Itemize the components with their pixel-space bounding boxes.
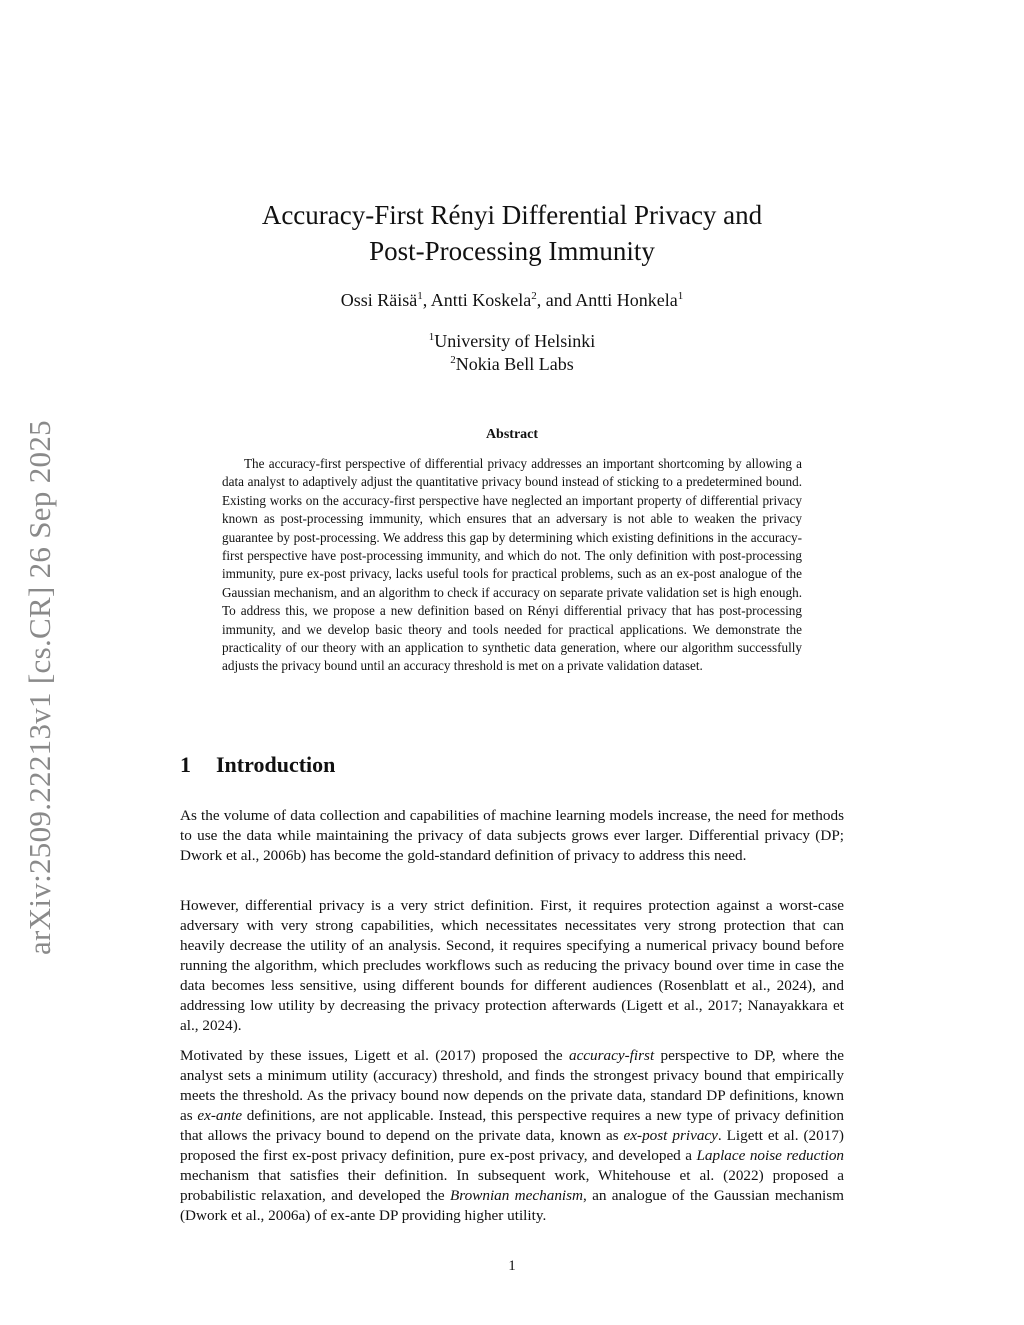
text-run: mechanism that satisfies their definition. In subsequent work, Whitehouse et al. (2022) proposed a probabilistic relaxation, and developed the (180, 1167, 844, 1204)
emphasis: ex-ante (197, 1107, 243, 1124)
author-list (0, 290, 1024, 311)
title-line-2: Post-Processing Immunity (369, 236, 655, 266)
emphasis: Laplace noise reduction (696, 1147, 845, 1164)
affiliation-list (0, 330, 1024, 376)
intro-paragraph-1: As the volume of data collection and capabilities of machine learning models increase, the need for methods to use the data while maintaining the privacy of data subjects grows ever larger. Differential privacy (DP; Dwork et al., 2006b) has become the gold-standard definition of privacy to address this need. (180, 807, 844, 864)
author-name: Antti Honkela (575, 290, 678, 310)
paper-title (0, 197, 1024, 269)
abstract-text: The accuracy-first perspective of differential privacy addresses an important shortcoming by allowing a data analyst to adaptively adjust the quantitative privacy bound instead of sticking to a predetermined bound. Existing works on the accuracy-first perspective have neglected an important property of differential privacy known as post-processing immunity, which ensures that an adversary is not able to weaken the privacy guarantee by post-processing. We address this gap by determining which existing definitions in the accuracy-first perspective have post-processing immunity, and which do not. The only definition with post-processing immunity, pure ex-post privacy, lacks useful tools for practical problems, such as an ex-post analogue of the Gaussian mechanism, and an algorithm to check if accuracy on separate private validation set is high enough. To address this, we propose a new definition based on Rényi differential privacy that has post-processing immunity, and we develop basic theory and tools needed for practical applications. We demonstrate the practicality of our theory with an application to synthetic data generation, where our algorithm successfully adjusts the privacy bound until an accuracy threshold is met on a private validation dataset. (222, 456, 802, 674)
author-separator: , (422, 290, 431, 310)
arxiv-identifier-stamp: arXiv:2509.22213v1 [cs.CR] 26 Sep 2025 (22, 420, 57, 955)
text-run: Motivated by these issues, Ligett et al. (2017) proposed the (180, 1047, 569, 1064)
author-separator: , and (536, 290, 576, 310)
author-name: Ossi Räisä (340, 290, 418, 310)
emphasis: Brownian mechanism (450, 1187, 584, 1204)
section-number: 1 (180, 752, 191, 777)
section-heading (180, 752, 335, 778)
intro-paragraph-3 (180, 1046, 844, 1226)
affiliation-name: Nokia Bell Labs (455, 354, 574, 374)
author-name: Antti Koskela (430, 290, 532, 310)
affiliation (0, 330, 1024, 353)
emphasis: accuracy-first (568, 1047, 655, 1064)
affiliation-mark: 1 (677, 290, 684, 302)
affiliation (0, 353, 1024, 376)
affiliation-mark: 1 (428, 331, 435, 343)
section-title: Introduction (216, 752, 336, 777)
affiliation-name: University of Helsinki (434, 331, 596, 351)
page-number: 1 (508, 1258, 516, 1274)
text-run: . Ligett et al. (2017) proposed the first ex-post privacy definition, pure ex-post privacy, and developed a (180, 1127, 844, 1164)
affiliation-mark: 1 (417, 290, 423, 302)
text-run: perspective to DP, where the analyst sets a minimum utility (accuracy) threshold, and finds the strongest privacy bound that empirically meets the threshold. As the privacy bound now depends on the private data, standard DP definitions, known as (180, 1047, 844, 1124)
affiliation-mark: 2 (450, 354, 456, 366)
emphasis: ex-post privacy (623, 1127, 718, 1144)
abstract-heading: Abstract (485, 427, 539, 442)
title-line-1: Accuracy-First Rényi Differential Privacy and (261, 200, 763, 230)
affiliation-mark: 2 (531, 290, 537, 302)
intro-paragraph-2: However, differential privacy is a very strict definition. First, it requires protection against a worst-case adversary with very strong capabilities, which necessitates necessitates very strong protection that can heavily decrease the utility of an analysis. Second, it requires specifying a numerical privacy bound before running the algorithm, which precludes workflows such as reducing the privacy bound over time in case the data becomes less sensitive, using different bounds for different audiences (Rosenblatt et al., 2024), and addressing low utility by decreasing the privacy protection afterwards (Ligett et al., 2017; Nanayakkara et al., 2024). (180, 897, 844, 1034)
text-run: , an analogue of the Gaussian mechanism (Dwork et al., 2006a) of ex-ante DP providing higher utility. (180, 1187, 844, 1224)
text-run: definitions, are not applicable. Instead, this perspective requires a new type of privacy definition that allows the privacy bound to depend on the private data, known as (180, 1107, 844, 1144)
